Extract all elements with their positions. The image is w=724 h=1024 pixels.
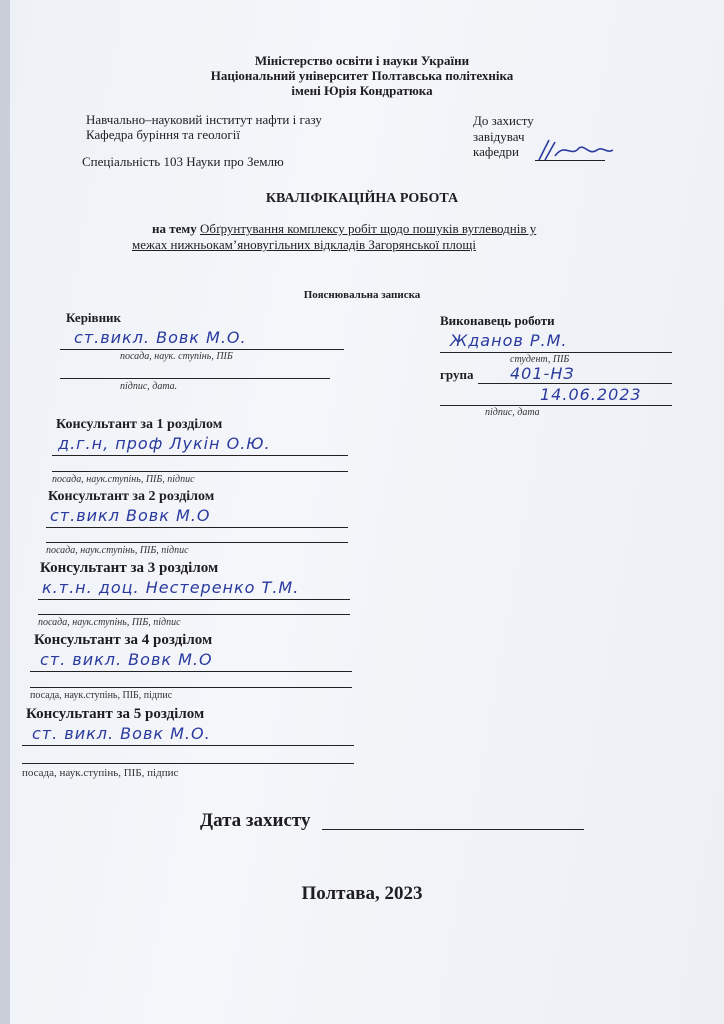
topic-line1: Обґрунтування комплексу робіт щодо пошуків вуглеводнів у	[200, 221, 537, 236]
consultant-label: Консультант за 4 розділом	[34, 632, 213, 648]
ministry: Міністерство освіти і науки України	[254, 53, 470, 68]
supervisor-caption: посада, наук. ступінь, ПІБ	[120, 351, 233, 362]
institute: Навчально–науковий інститут нафти і газу	[86, 112, 322, 127]
university: Національний університет Полтавська політехніка	[210, 68, 514, 83]
author-signature-caption: підпис, дата	[485, 407, 540, 418]
consultant-label: Консультант за 3 розділом	[40, 560, 219, 576]
author-caption: студент, ПІБ	[510, 354, 570, 365]
consultant-value: ст. викл. Вовк М.О.	[32, 724, 211, 743]
consultant-caption: посада, наук.ступінь, ПІБ, підпис	[22, 767, 179, 779]
topic-line2: межах нижньокам’яновугільних відкладів Загорянської площі	[132, 237, 476, 252]
consultant-label: Консультант за 5 розділом	[26, 706, 205, 722]
topic-prefix: на тему	[152, 221, 197, 236]
consultant-caption: посада, наук.ступінь, ПІБ, підпис	[46, 545, 189, 556]
consultant-value: к.т.н. доц. Нестеренко Т.М.	[42, 578, 300, 597]
consultant-label: Консультант за 2 розділом	[48, 489, 215, 504]
group-value: 401-НЗ	[510, 364, 575, 383]
approval-line1: До захисту	[473, 113, 534, 128]
head-signature	[535, 138, 615, 164]
defense-date-label: Дата захисту	[200, 810, 311, 831]
author-label: Виконавець роботи	[440, 313, 555, 328]
department: Кафедра буріння та геології	[86, 127, 240, 142]
group-label: група	[440, 367, 474, 382]
defense-date-line	[322, 829, 584, 830]
consultant-caption: посада, наук.ступінь, ПІБ, підпис	[30, 690, 173, 701]
consultant-value: ст. викл. Вовк М.О	[40, 650, 213, 669]
author-date: 14.06.2023	[540, 385, 642, 404]
consultant-caption: посада, наук.ступінь, ПІБ, підпис	[38, 617, 181, 628]
approval-line3: кафедри	[473, 144, 519, 159]
consultant-value: д.г.н, проф Лукін О.Ю.	[58, 434, 271, 453]
author-value: Жданов Р.М.	[450, 331, 568, 350]
document-title: КВАЛІФІКАЦІЙНА РОБОТА	[265, 191, 459, 206]
consultant-value: ст.викл Вовк М.О	[50, 506, 211, 525]
approval-line2: завідувач	[473, 129, 525, 144]
city-year: Полтава, 2023	[301, 883, 423, 904]
supervisor-signature-caption: підпис, дата.	[120, 381, 178, 392]
named-after: імені Юрія Кондратюка	[291, 83, 433, 98]
supervisor-value: ст.викл. Вовк М.О.	[74, 328, 247, 347]
specialty: Спеціальність 103 Науки про Землю	[82, 154, 284, 169]
consultant-label: Консультант за 1 розділом	[56, 417, 223, 432]
supervisor-label: Керівник	[66, 310, 122, 325]
subtitle: Пояснювальна записка	[303, 289, 421, 301]
consultant-caption: посада, наук.ступінь, ПІБ, підпис	[52, 474, 195, 485]
